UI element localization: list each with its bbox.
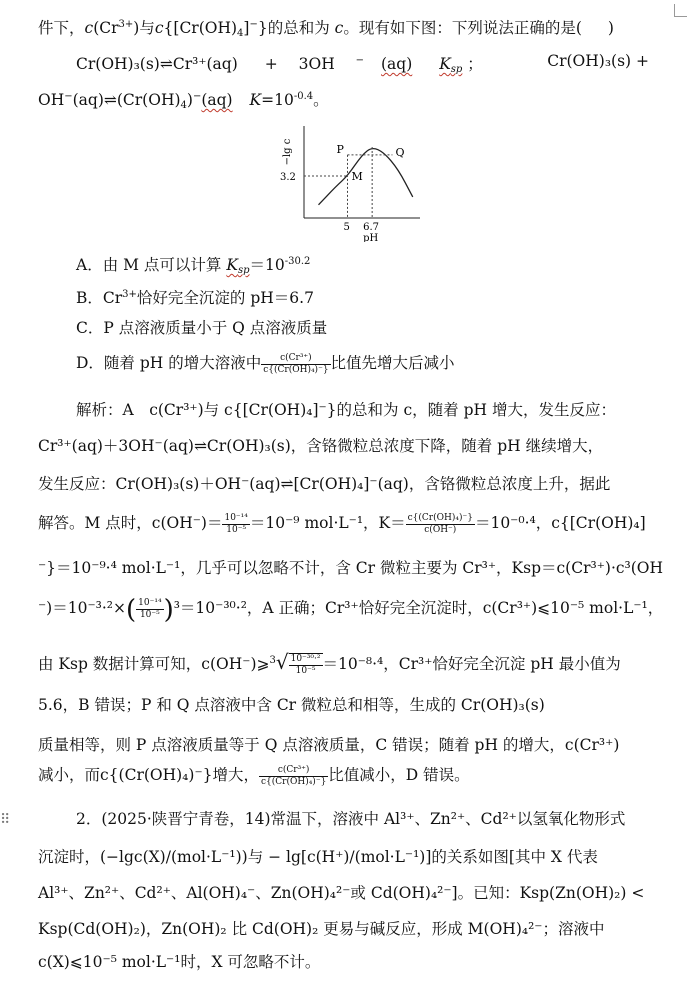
option-c: C．P 点溶液质量小于 Q 点溶液质量 [76,319,328,337]
x-axis-label: pH [363,233,379,242]
ksp-equation: Cr(OH)₃(s)⇌Cr³⁺(aq) [76,55,238,73]
analysis-line-5: ⁻}＝10⁻⁹·⁴ mol·L⁻¹，几乎可以忽略不计，含 Cr 微粒主要为 Cr³⁺，Ksp＝c(Cr³⁺)·c³(OH [38,559,664,577]
analysis-line-9: 质量相等，则 P 点溶液质量等于 Q 点溶液质量，C 错误；随着 pH 的增大，c(Cr³⁺) [38,736,620,754]
analysis-line-2: Cr³⁺(aq)＋3OH⁻(aq)⇌Cr(OH)₃(s)，含铬微粒总浓度下降，随着 pH 继续增大， [38,437,604,455]
option-a: A．由 M 点可以计算 $Ksp=10^{-30.2}$ [76,256,311,276]
analysis-line-3: 发生反应：Cr(OH)₃(s)＋OH⁻(aq)⇌[Cr(OH)₄]⁻(aq)，含铬微粒总浓度上升，据此 [38,475,611,493]
analysis-line-4: 解答。M 点时，c(OH⁻)＝ $\frac{\text{10⁻¹⁴}}{\text{10⁻⁵}}$ ＝10⁻⁹ mol·L⁻¹，K＝ $\frac{\text{c\{(Cr(OH)₄)⁻\}}}{c(OH^-)}$ ＝10⁻⁰·⁴，c{[Cr(OH)₄] [38,512,646,535]
question-2-line-2: 沉淀时，(−lgc(X)/(mol·L⁻¹))与 − lg[c(H⁺)/(mol·L⁻¹)]的关系如图[其中 X 代表 [38,848,598,866]
question-2-line-1: 2．(2025·陕晋宁青卷，14)常温下，溶液中 Al³⁺、Zn²⁺、Cd²⁺以氢氧化物形式 [76,810,626,828]
x-tick-label: 5 [343,222,350,233]
option-b: B．$Cr^{3+}$恰好完全沉淀的 pH＝6.7 [76,289,314,307]
equilibrium-line-2: OH−(aq)⇌(Cr(OH)4)−(aq) $K=10^{-0.4}$。 [38,91,329,111]
point-label-m: M [351,169,363,183]
drag-handle-icon[interactable]: ⠿ [0,812,11,828]
point-label-q: Q [395,145,405,159]
intro-text: 件下， [38,19,85,37]
y-axis-label: −lg c [282,138,293,166]
page-corner-marker [674,4,687,17]
analysis-line-8: 5.6，B 错误；P 和 Q 点溶液中含 Cr 微粒总和相等，生成的 Cr(OH)₃(s) [38,696,545,714]
analysis-line-10: 减小，而c{(Cr(OH)₄)⁻}增大， $\frac{\text{c(Cr³⁺)}}{\text{c\{(Cr(OH)₄)⁻\}}}$ 比值减小，D 错误。 [38,764,470,787]
point-label-p: P [336,142,344,156]
question-intro-line: 件下，$c(Cr^{3+})$与c{[Cr(OH)4]−}的总和为 c。现有如下图：下列说法正确的是( ) [38,19,614,39]
question-2-line-3: Al³⁺、Zn²⁺、Cd²⁺、Al(OH)₄⁻、Zn(OH)₄²⁻或 Cd(OH)₄²⁻]。已知：Ksp(Zn(OH)₂) < [38,884,645,902]
question-2-line-5: c(X)⩽10⁻⁵ mol·L⁻¹时，X 可忽略不计。 [38,953,321,971]
y-tick-label: 3.2 [280,171,296,183]
ksp-symbol: Ksp [439,55,463,75]
analysis-line-6: ⁻)＝10⁻³·²×( $\frac{\text{10⁻¹⁴}}{\text{10⁻⁵}}$ )³＝10⁻³⁰·²，A 正确；Cr³⁺恰好完全沉淀时，c(Cr³⁺)⩽10⁻⁵ mol·L⁻¹， [38,595,664,625]
option-d: D．随着 pH 的增大溶液中 $\frac{\text{c(Cr³⁺)}}{\text{c\{(Cr(OH)₄)⁻\}}}$ 比值先增大后减小 [76,352,455,375]
k-equation-start: Cr(OH)₃(s) + [547,52,649,70]
equilibrium-line-1: Cr(OH)₃(s)⇌Cr³⁺(aq) + 3OH − (aq) Ksp ； Cr(OH)₃(s) + [76,52,649,75]
x-tick-label: 6.7 [363,222,380,233]
question-2-line-4: Ksp(Cd(OH)₂)，Zn(OH)₂ 比 Cd(OH)₂ 更易与碱反应，形成 M(OH)₄²⁻；溶液中 [38,920,605,938]
ratio-fraction: $\frac{\text{c(Cr³⁺)}}{\text{c\{(Cr(OH)₄)⁻\}}}$ [263,352,329,375]
analysis-line-1: 解析：A c(Cr³⁺)与 c{[Cr(OH)₄]⁻}的总和为 c，随着 pH 增大，发生反应： [76,401,616,419]
solubility-curve-chart [270,122,430,242]
analysis-line-7: 由 Ksp 数据计算可知，c(OH⁻)⩾$^3$√ $\frac{\text{10⁻³⁰·²}}{\text{10⁻⁵}}$ ＝10⁻⁸·⁴，Cr³⁺恰好完全沉淀 pH 最小值为 [38,650,621,676]
